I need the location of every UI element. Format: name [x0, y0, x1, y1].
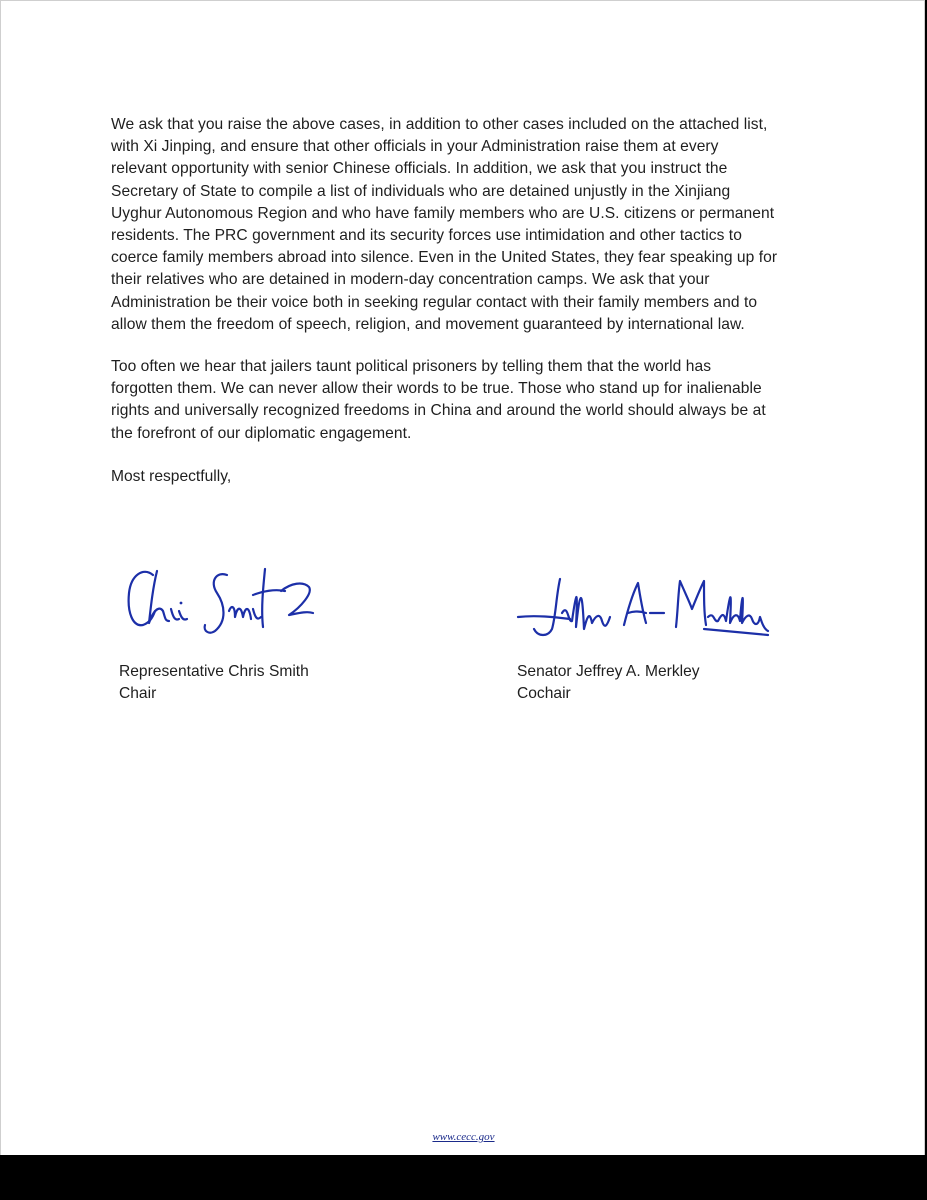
text-line: We ask that you raise the above cases, in addition to other cases included on the attached list,	[111, 116, 768, 133]
text-line: relevant opportunity with senior Chinese officials. In addition, we ask that you instruct the	[111, 160, 728, 178]
signer-title: Cochair	[517, 685, 571, 702]
text-line: forgotten them. We can never allow their words to be true. Those who stand up for inalienable	[111, 380, 762, 398]
text-line: rights and universally recognized freedoms in China and around the world should always be at	[111, 402, 766, 420]
text-line: residents. The PRC government and its security forces use intimidation and other tactics to	[111, 227, 742, 245]
signer-name: Senator Jeffrey A. Merkley	[517, 663, 700, 680]
text-line: coerce family members abroad into silence. Even in the United States, they fear speaking up for	[111, 249, 778, 267]
text-line: Too often we hear that jailers taunt political prisoners by telling them that the world has	[111, 358, 712, 375]
footer-website-link[interactable]: www.cecc.gov	[432, 1131, 495, 1143]
signer-title: Chair	[119, 685, 157, 702]
signer-name: Representative Chris Smith	[119, 663, 309, 680]
text-line: Secretary of State to compile a list of individuals who are detained unjustly in the Xinjiang	[111, 182, 731, 200]
bottom-black-bar	[0, 1155, 927, 1200]
paragraph-cases-request	[111, 114, 831, 336]
text-line: the forefront of our diplomatic engagement.	[111, 424, 412, 442]
closing-salutation: Most respectfully,	[111, 468, 232, 485]
signature-chris-smith	[123, 561, 318, 641]
paragraph-political-prisoners	[111, 356, 831, 445]
text-line: with Xi Jinping, and ensure that other officials in your Administration raise them at every	[111, 138, 719, 156]
text-line: Uyghur Autonomous Region and who have family members who are U.S. citizens or permanent	[111, 204, 775, 222]
text-line: allow them the freedom of speech, religion, and movement guaranteed by international law.	[111, 315, 745, 333]
text-line: their relatives who are detained in modern-day concentration camps. We ask that your	[111, 271, 710, 289]
signer-block-merkley	[517, 661, 700, 705]
signature-jeffrey-merkley	[516, 573, 771, 643]
text-line: Administration be their voice both in seeking regular contact with their family members and to	[111, 293, 758, 311]
signer-block-smith	[119, 661, 309, 705]
